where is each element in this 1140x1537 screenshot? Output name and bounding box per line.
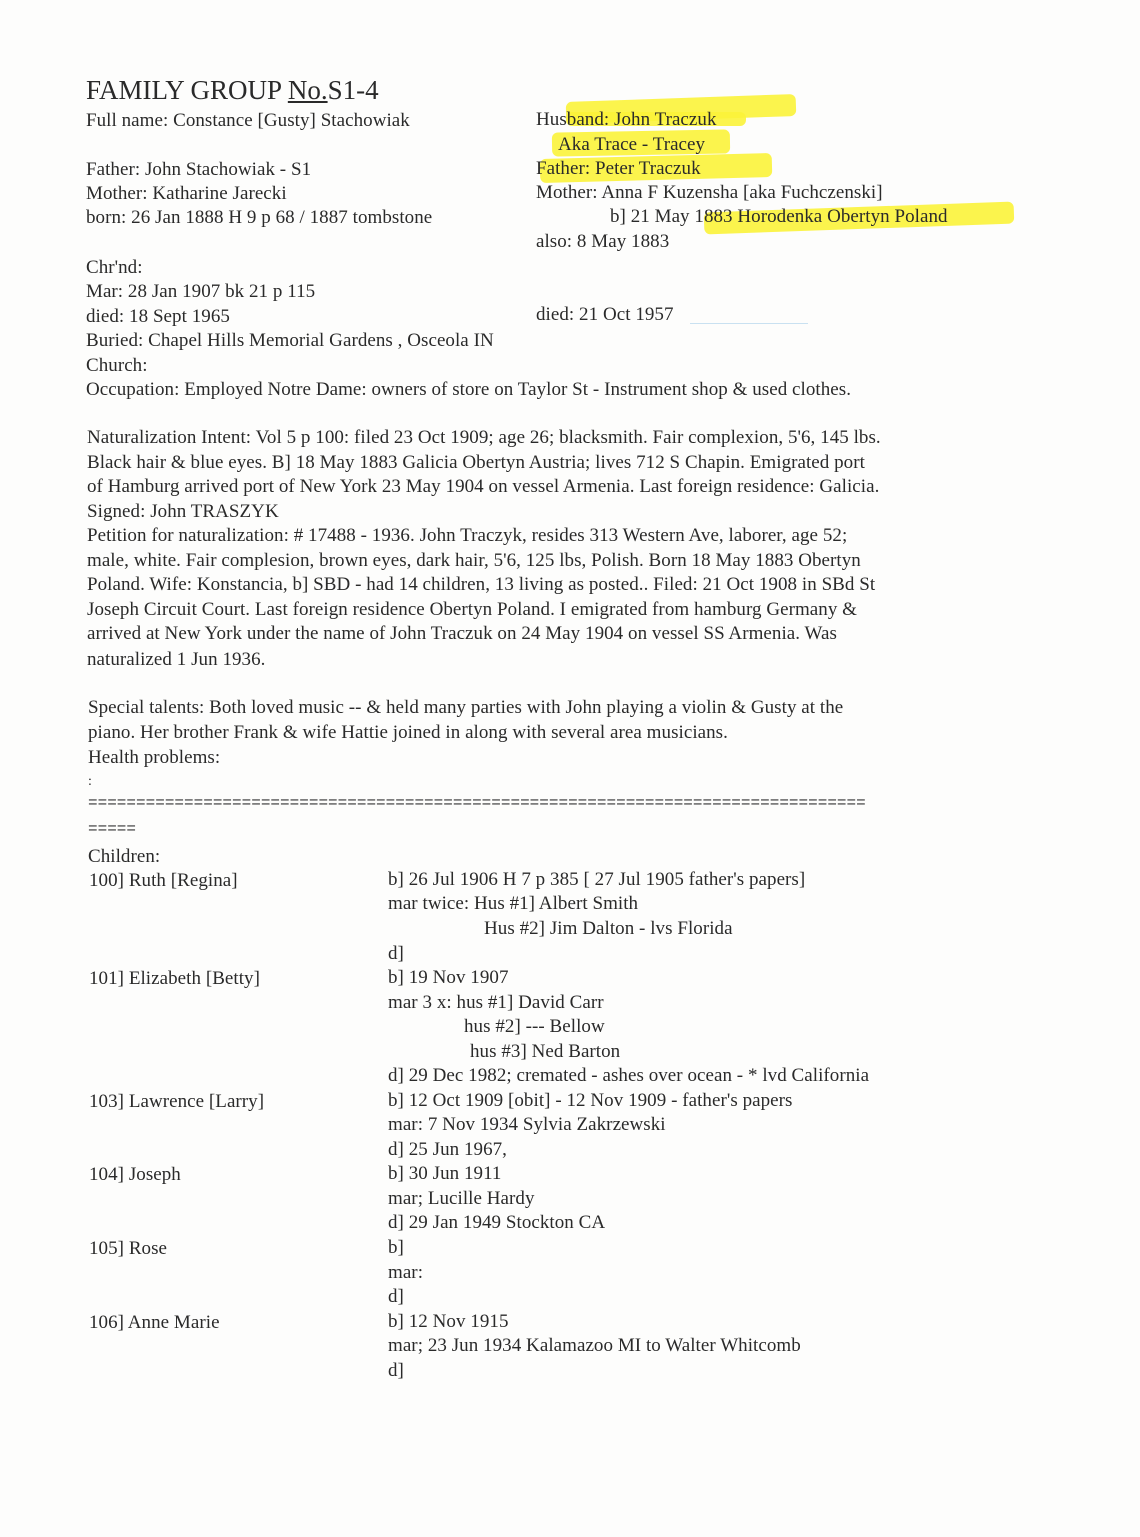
wife-mother: Mother: Katharine Jarecki: [86, 183, 287, 204]
wife-occupation: Occupation: Employed Notre Dame: owners of store on Taylor St - Instrument shop & used clothes.: [86, 379, 852, 400]
husband-aka: Aka Trace - Tracey: [558, 134, 706, 155]
naturalization-line: Black hair & blue eyes. B] 18 May 1883 Galicia Obertyn Austria; lives 712 S Chapin. Emigrated port: [87, 452, 865, 473]
child-name: 106] Anne Marie: [89, 1312, 220, 1333]
child-detail: mar twice: Hus #1] Albert Smith: [388, 893, 639, 914]
child-name: 100] Ruth [Regina]: [89, 870, 238, 891]
wife-born: born: 26 Jan 1888 H 9 p 68 / 1887 tombstone: [86, 207, 433, 228]
naturalization-line: arrived at New York under the name of John Traczuk on 24 May 1904 on vessel SS Armenia. Was: [87, 623, 837, 644]
faint-underline: [690, 323, 808, 324]
child-name: 105] Rose: [89, 1238, 168, 1259]
wife-full-name: Full name: Constance [Gusty] Stachowiak: [86, 110, 410, 131]
husband-birth-alt: also: 8 May 1883: [536, 231, 670, 252]
colon-mark: :: [88, 774, 92, 789]
health-problems: Health problems:: [88, 747, 221, 768]
children-heading: Children:: [88, 846, 161, 867]
wife-married: Mar: 28 Jan 1907 bk 21 p 115: [86, 281, 316, 302]
child-name: 101] Elizabeth [Betty]: [89, 968, 260, 989]
title-group-id: S1-4: [327, 75, 379, 105]
child-detail: b] 26 Jul 1906 H 7 p 385 [ 27 Jul 1905 father's papers]: [388, 869, 806, 890]
wife-father: Father: John Stachowiak - S1: [86, 159, 312, 180]
child-detail: b] 12 Nov 1915: [388, 1311, 509, 1332]
child-detail: hus #3] Ned Barton: [470, 1041, 621, 1062]
child-detail: d] 29 Dec 1982; cremated - ashes over ocean - * lvd California: [388, 1065, 870, 1086]
talents-line: piano. Her brother Frank & wife Hattie joined in along with several area musicians.: [88, 722, 728, 743]
wife-christened: Chr'nd:: [86, 257, 143, 278]
naturalization-line: Joseph Circuit Court. Last foreign residence Obertyn Poland. I emigrated from hamburg Germany &: [87, 599, 858, 620]
talents-line: Special talents: Both loved music -- & held many parties with John playing a violin & Gusty at the: [88, 697, 844, 718]
child-detail: b]: [388, 1237, 404, 1258]
naturalization-line: naturalized 1 Jun 1936.: [87, 649, 266, 670]
child-name: 104] Joseph: [89, 1164, 181, 1185]
title-number-label: No.: [287, 75, 328, 105]
child-name: 103] Lawrence [Larry]: [89, 1091, 265, 1112]
child-detail: mar 3 x: hus #1] David Carr: [388, 992, 604, 1013]
wife-buried: Buried: Chapel Hills Memorial Gardens , Osceola IN: [86, 330, 494, 351]
naturalization-line: Signed: John TRASZYK: [87, 501, 279, 522]
child-detail: d] 25 Jun 1967,: [388, 1139, 507, 1160]
child-detail: mar; 23 Jun 1934 Kalamazoo MI to Walter Whitcomb: [388, 1335, 801, 1356]
husband-name: Husband: John Traczuk: [536, 109, 717, 130]
child-detail: Hus #2] Jim Dalton - lvs Florida: [484, 918, 733, 939]
naturalization-line: of Hamburg arrived port of New York 23 May 1904 on vessel Armenia. Last foreign residence: Galicia.: [87, 476, 880, 497]
naturalization-line: male, white. Fair complesion, brown eyes, dark hair, 5'6, 125 lbs, Polish. Born 18 May 1883 Obertyn: [87, 550, 861, 571]
child-detail: d]: [388, 943, 404, 964]
child-detail: mar: 7 Nov 1934 Sylvia Zakrzewski: [388, 1114, 666, 1135]
child-detail: b] 19 Nov 1907: [388, 967, 509, 988]
child-detail: d]: [388, 1286, 404, 1307]
husband-born-prefix: b] 21 May: [610, 206, 695, 227]
naturalization-line: Poland. Wife: Konstancia, b] SBD - had 14 children, 13 living as posted.. Filed: 21 Oct 1908 in SBd St: [87, 574, 876, 595]
page-title: [86, 74, 379, 106]
wife-died: died: 18 Sept 1965: [86, 306, 230, 327]
naturalization-line: Petition for naturalization: # 17488 - 1936. John Traczyk, resides 313 Western Ave, laborer, age 52;: [87, 525, 848, 546]
husband-father: Father: Peter Traczuk: [536, 158, 701, 179]
separator-rule-tail: =====: [88, 820, 137, 838]
husband-born: [610, 205, 948, 229]
child-detail: mar:: [388, 1262, 424, 1283]
child-detail: d]: [388, 1360, 404, 1381]
husband-died: died: 21 Oct 1957: [536, 304, 674, 325]
separator-rule: =================================================================================: [88, 794, 866, 812]
child-detail: b] 30 Jun 1911: [388, 1163, 502, 1184]
title-prefix: FAMILY GROUP: [86, 75, 288, 105]
husband-mother: Mother: Anna F Kuzensha [aka Fuchczenski]: [536, 182, 883, 203]
child-detail: b] 12 Oct 1909 [obit] - 12 Nov 1909 - father's papers: [388, 1090, 793, 1111]
wife-church: Church:: [86, 355, 148, 376]
child-detail: d] 29 Jan 1949 Stockton CA: [388, 1212, 606, 1233]
child-detail: hus #2] --- Bellow: [464, 1016, 605, 1037]
naturalization-line: Naturalization Intent: Vol 5 p 100: filed 23 Oct 1909; age 26; blacksmith. Fair complexion, 5'6, 145 lbs.: [87, 427, 881, 448]
husband-born-place: 1883 Horodenka Obertyn Poland: [694, 206, 948, 227]
child-detail: mar; Lucille Hardy: [388, 1188, 535, 1209]
